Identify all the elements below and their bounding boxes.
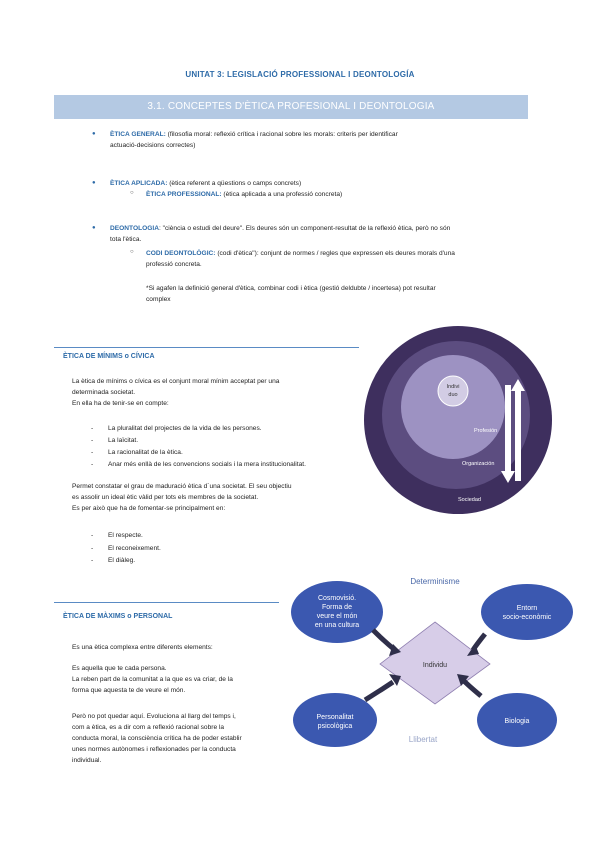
text: (ètica referent a qüestions o camps concrets) <box>167 180 302 187</box>
label-llibertat: Llibertat <box>408 735 438 744</box>
text: conducta moral, la consciència crítica ha de poder establir <box>72 735 242 742</box>
label-cosmovisio-1: Cosmovisió. <box>317 595 357 602</box>
text: individual. <box>72 757 102 764</box>
circle-profesion <box>401 355 505 459</box>
minims-paragraph-2 <box>72 481 372 514</box>
bullet-etica-aplicada <box>110 178 550 189</box>
label-individuo-1: Indivi <box>446 384 460 390</box>
label-individu: Individu <box>422 662 448 669</box>
minims-item: La pluralitat del projectes de la vida de les persones. <box>108 425 262 432</box>
bullet-deontologia <box>110 223 560 245</box>
text: Es per això que ha de fomentar-se principalment en: <box>72 505 226 512</box>
dash: - <box>91 425 94 432</box>
text: (filosofia moral: reflexió crítica i racional sobre les morals: criteris per identificar <box>165 131 398 138</box>
minims-item: La racionalitat de la ètica. <box>108 449 183 456</box>
section-rule <box>54 602 279 603</box>
text: es assolir un ideal ètic vàlid per tots els membres de la societat. <box>72 494 259 501</box>
label-personalitat-2: psicològica <box>317 723 353 730</box>
dash: - <box>91 557 94 564</box>
bullet-icon: ● <box>92 180 96 186</box>
sub-bullet-icon: ○ <box>130 190 134 196</box>
text: unes normes autònomes i reflexionades per la conducta <box>72 746 236 753</box>
term-etica-aplicada: ÈTICA APLICADA: <box>110 180 168 187</box>
dash: - <box>91 437 94 444</box>
dash: - <box>91 545 94 552</box>
concentric-circles-figure <box>358 325 558 515</box>
determinisme-diagram <box>285 572 585 752</box>
dash: - <box>91 461 94 468</box>
label-personalitat-1: Personalitat <box>316 714 354 721</box>
maxims-paragraph-3 <box>72 711 297 766</box>
text: La ètica de mínims o cívica es el conjunt moral mínim acceptat per una <box>72 378 280 385</box>
text: : "ciència o estudi del deure". Els deures són un component-resultat de la reflexió ètica, però no són <box>158 225 451 232</box>
label-cosmovisio-4: en una cultura <box>314 622 360 629</box>
text: tota l'ètica. <box>110 236 142 243</box>
heading-maxims: ÈTICA DE MÀXIMS o PERSONAL <box>63 613 173 620</box>
label-individuo-2: duo <box>448 392 458 398</box>
dash: - <box>91 449 94 456</box>
text: professió concreta. <box>146 261 202 268</box>
bullet-codi-deontologic <box>146 248 556 270</box>
minims-item: Anar més enllà de les convencions socials i la mera institucionalitat. <box>108 461 306 468</box>
text: com a ètica, es a dir com a reflexió racional sobre la <box>72 724 225 731</box>
label-biologia: Biologia <box>504 718 530 725</box>
label-entorn-2: socio-econòmic <box>502 614 552 621</box>
sub-bullet-icon: ○ <box>130 249 134 255</box>
label-entorn-1: Entorn <box>516 605 538 612</box>
term-etica-professional: ÈTICA PROFESSIONAL: <box>146 191 222 198</box>
section-banner: 3.1. CONCEPTES D'ÈTICA PROFESIONAL I DEONTOLOGIA <box>54 95 528 119</box>
text: Es aquella que te cada persona. <box>72 665 167 672</box>
ellipse-entorn <box>481 584 573 640</box>
ellipse-cosmovisio <box>291 581 383 643</box>
text: complex <box>146 296 171 303</box>
minims-item: La laïcitat. <box>108 437 139 444</box>
term-deontologia: DEONTOLOGIA <box>110 225 159 232</box>
label-sociedad: Sociedad <box>458 497 481 503</box>
heading-minims: ÈTICA DE MÍNIMS o CÍVICA <box>63 353 155 360</box>
section-rule <box>54 347 359 348</box>
bullet-etica-general <box>110 129 550 151</box>
minims-item2: El reconeixement. <box>108 545 161 552</box>
text: actuació-decisions correctes) <box>110 142 196 149</box>
term-codi-deontologic: CODI DEONTOLÒGIC: <box>146 250 216 257</box>
maxims-paragraph-1: Es una ètica complexa entre diferents elements: <box>72 644 213 651</box>
bullet-icon: ● <box>92 131 96 137</box>
text: forma que aquesta te de veure el món. <box>72 687 186 694</box>
minims-paragraph-1 <box>72 376 372 409</box>
bullet-etica-professional <box>146 189 546 200</box>
text: En ella ha de tenir-se en compte: <box>72 400 169 407</box>
maxims-paragraph-2 <box>72 663 292 696</box>
text: La reben part de la comunitat a la que es va criar, de la <box>72 676 233 683</box>
text: Però no pot quedar aquí. Evoluciona al llarg del temps i, <box>72 713 236 720</box>
minims-item2: El respecte. <box>108 532 143 539</box>
dash: - <box>91 532 94 539</box>
minims-item2: El diàleg. <box>108 557 136 564</box>
text: determinada societat. <box>72 389 136 396</box>
label-determinisme: Determinisme <box>410 577 460 586</box>
label-organizacion: Organización <box>462 461 495 467</box>
label-cosmovisio-2: Forma de <box>322 604 352 611</box>
bullet-icon: ● <box>92 225 96 231</box>
text: *Si agafen la definició general d'ètica, combinar codi i ètica (gestió deldubte / incertesa) pot resultar <box>146 285 436 292</box>
text: (ètica aplicada a una professió concreta) <box>221 191 343 198</box>
text: Permet constatar el grau de maduració ètica d´una societat. El seu objectiu <box>72 483 292 490</box>
label-profesion: Profesión <box>474 428 498 434</box>
unit-title: UNITAT 3: LEGISLACIÓ PROFESSIONAL I DEONTOLOGÍA <box>185 70 415 79</box>
note-text <box>146 283 556 305</box>
label-cosmovisio-3: veure el món <box>316 613 358 620</box>
text: (codi d'ètica"): conjunt de normes / regles que expressen els deures morals d'una <box>215 250 455 257</box>
circle-individuo <box>438 376 468 406</box>
term-etica-general: ÈTICA GENERAL: <box>110 131 166 138</box>
